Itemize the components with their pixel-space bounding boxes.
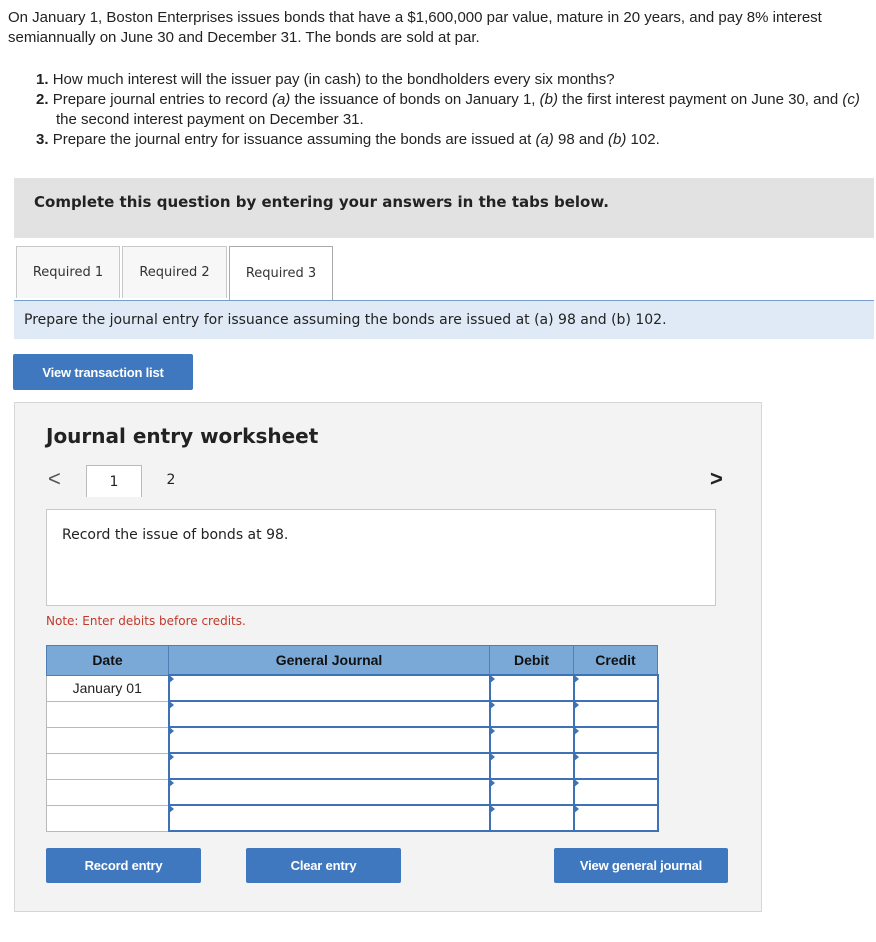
debit-input[interactable]: [490, 805, 574, 831]
account-input[interactable]: [169, 779, 490, 805]
column-header-debit: Debit: [490, 646, 574, 676]
question-2: 2. Prepare journal entries to record (a) the issuance of bonds on January 1, (b) the first interest payment on June 30, and (c) the second interest payment on December 31.: [36, 91, 860, 128]
table-row: [47, 701, 658, 727]
question-1: 1. How much interest will the issuer pay (in cash) to the bondholders every six months?: [36, 71, 615, 88]
account-input[interactable]: [169, 805, 490, 831]
account-input[interactable]: [169, 753, 490, 779]
view-general-journal-button[interactable]: View general journal: [554, 848, 728, 883]
date-cell[interactable]: [47, 805, 169, 831]
prev-page-arrow-icon[interactable]: <: [48, 466, 61, 491]
tab-required-2[interactable]: Required 2: [122, 246, 227, 298]
note-text: Note: Enter debits before credits.: [46, 614, 246, 628]
next-page-arrow-icon[interactable]: >: [710, 466, 723, 491]
journal-table: [46, 645, 659, 832]
account-input[interactable]: [169, 727, 490, 753]
credit-input[interactable]: [574, 779, 658, 805]
credit-input[interactable]: [574, 805, 658, 831]
worksheet-page-2[interactable]: 2: [166, 472, 176, 488]
table-row: [47, 753, 658, 779]
column-header-general-journal: General Journal: [169, 646, 490, 676]
date-cell[interactable]: [47, 701, 169, 727]
table-row: [47, 805, 658, 831]
view-transaction-list-button[interactable]: View transaction list: [13, 354, 193, 390]
entry-description-box: [46, 509, 716, 606]
column-header-date: Date: [47, 646, 169, 676]
record-entry-button[interactable]: Record entry: [46, 848, 201, 883]
credit-input[interactable]: [574, 675, 658, 701]
instruction-bar: [14, 301, 874, 339]
table-row: [47, 727, 658, 753]
required-tabs: [14, 246, 874, 301]
question-list: [36, 70, 870, 150]
date-cell[interactable]: [47, 727, 169, 753]
debit-input[interactable]: [490, 727, 574, 753]
debit-input[interactable]: [490, 701, 574, 727]
tab-required-3[interactable]: Required 3: [229, 246, 333, 300]
question-3: 3. Prepare the journal entry for issuance assuming the bonds are issued at (a) 98 and (b) 102.: [36, 131, 660, 148]
date-cell[interactable]: January 01: [47, 675, 169, 701]
worksheet-page-1[interactable]: 1: [86, 465, 142, 497]
credit-input[interactable]: [574, 701, 658, 727]
credit-input[interactable]: [574, 753, 658, 779]
table-row: [47, 675, 658, 701]
debit-input[interactable]: [490, 753, 574, 779]
debit-input[interactable]: [490, 675, 574, 701]
table-row: [47, 779, 658, 805]
column-header-credit: Credit: [574, 646, 658, 676]
account-input[interactable]: [169, 701, 490, 727]
worksheet-title: Journal entry worksheet: [46, 424, 319, 448]
instructions-banner: [14, 178, 874, 238]
clear-entry-button[interactable]: Clear entry: [246, 848, 401, 883]
date-cell[interactable]: [47, 779, 169, 805]
debit-input[interactable]: [490, 779, 574, 805]
account-input[interactable]: [169, 675, 490, 701]
entry-description: Record the issue of bonds at 98.: [62, 527, 289, 543]
instruction-text: Prepare the journal entry for issuance assuming the bonds are issued at (a) 98 and (b) 102.: [24, 312, 667, 328]
credit-input[interactable]: [574, 727, 658, 753]
tab-required-1[interactable]: Required 1: [16, 246, 120, 298]
problem-intro: On January 1, Boston Enterprises issues bonds that have a $1,600,000 par value, mature in 20 years, and pay 8% interest semiannually on June 30 and December 31. The bonds are sold at par.: [8, 9, 822, 46]
banner-text: Complete this question by entering your answers in the tabs below.: [34, 193, 609, 211]
date-cell[interactable]: [47, 753, 169, 779]
